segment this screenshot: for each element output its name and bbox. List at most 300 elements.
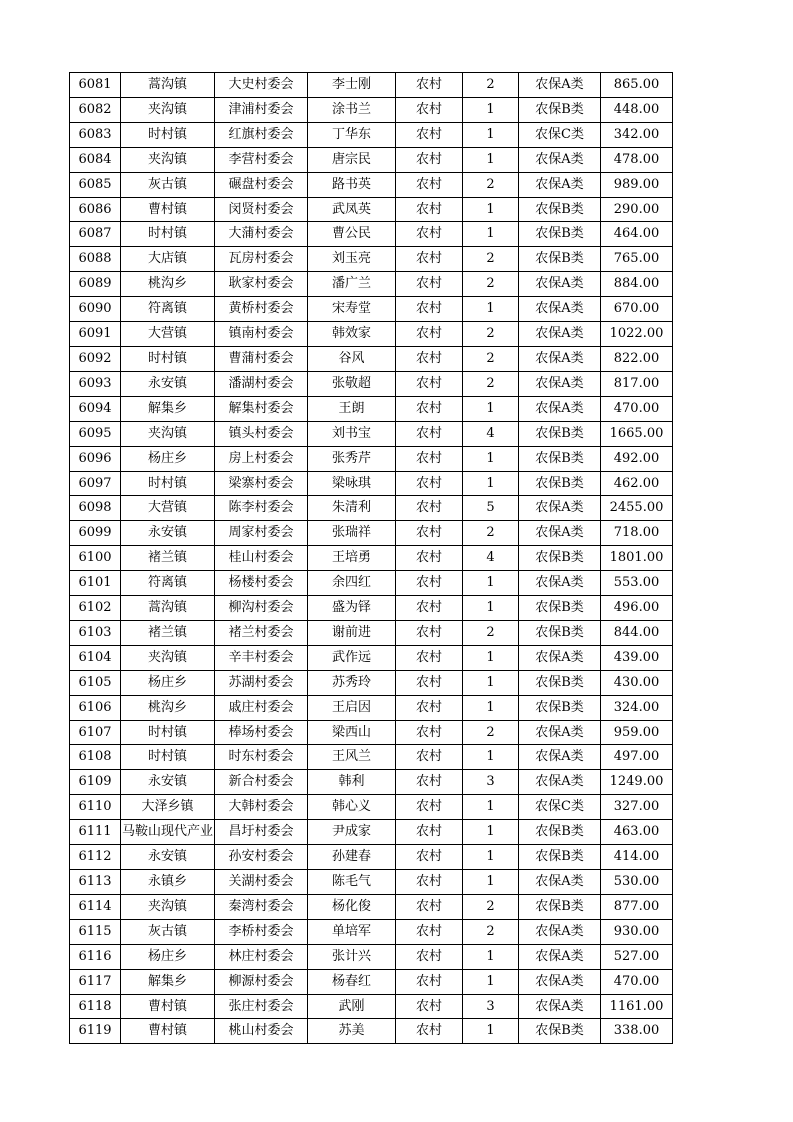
row-number-cell: 6108 [70, 745, 121, 770]
insurance-category-cell: 农保B类 [519, 620, 601, 645]
amount-cell: 464.00 [601, 222, 673, 247]
table-row [70, 870, 673, 895]
table-row [70, 521, 673, 546]
insurance-category-cell: 农保B类 [519, 197, 601, 222]
row-number-cell: 6109 [70, 770, 121, 795]
township-cell: 蒿沟镇 [121, 596, 215, 621]
row-number-cell: 6113 [70, 870, 121, 895]
area-type-cell: 农村 [396, 695, 463, 720]
table-row [70, 247, 673, 272]
row-number-cell: 6091 [70, 322, 121, 347]
village-committee-cell: 梁寨村委会 [215, 471, 308, 496]
household-size-cell: 1 [463, 222, 519, 247]
amount-cell: 765.00 [601, 247, 673, 272]
amount-cell: 877.00 [601, 894, 673, 919]
table-row [70, 346, 673, 371]
township-cell: 时村镇 [121, 346, 215, 371]
area-type-cell: 农村 [396, 870, 463, 895]
table-row [70, 371, 673, 396]
amount-cell: 1022.00 [601, 322, 673, 347]
amount-cell: 430.00 [601, 670, 673, 695]
amount-cell: 1665.00 [601, 421, 673, 446]
amount-cell: 530.00 [601, 870, 673, 895]
person-name-cell: 杨化俊 [308, 894, 396, 919]
amount-cell: 670.00 [601, 297, 673, 322]
person-name-cell: 王风兰 [308, 745, 396, 770]
amount-cell: 817.00 [601, 371, 673, 396]
area-type-cell: 农村 [396, 496, 463, 521]
table-row [70, 446, 673, 471]
insurance-category-cell: 农保B类 [519, 222, 601, 247]
person-name-cell: 谷风 [308, 346, 396, 371]
person-name-cell: 丁华东 [308, 122, 396, 147]
village-committee-cell: 大史村委会 [215, 73, 308, 98]
household-size-cell: 1 [463, 944, 519, 969]
township-cell: 夹沟镇 [121, 147, 215, 172]
household-size-cell: 1 [463, 670, 519, 695]
person-name-cell: 刘书宝 [308, 421, 396, 446]
area-type-cell: 农村 [396, 322, 463, 347]
area-type-cell: 农村 [396, 147, 463, 172]
person-name-cell: 潘广兰 [308, 272, 396, 297]
township-cell: 符离镇 [121, 297, 215, 322]
amount-cell: 1801.00 [601, 546, 673, 571]
township-cell: 曹村镇 [121, 197, 215, 222]
insurance-category-cell: 农保B类 [519, 471, 601, 496]
township-cell: 曹村镇 [121, 994, 215, 1019]
row-number-cell: 6086 [70, 197, 121, 222]
person-name-cell: 盛为铎 [308, 596, 396, 621]
insurance-category-cell: 农保A类 [519, 770, 601, 795]
insurance-category-cell: 农保B类 [519, 894, 601, 919]
table-row [70, 147, 673, 172]
amount-cell: 462.00 [601, 471, 673, 496]
area-type-cell: 农村 [396, 272, 463, 297]
amount-cell: 496.00 [601, 596, 673, 621]
roster-table [69, 72, 673, 1044]
amount-cell: 324.00 [601, 695, 673, 720]
village-committee-cell: 柳沟村委会 [215, 596, 308, 621]
village-committee-cell: 新合村委会 [215, 770, 308, 795]
person-name-cell: 杨春红 [308, 969, 396, 994]
village-committee-cell: 黄桥村委会 [215, 297, 308, 322]
insurance-category-cell: 农保A类 [519, 297, 601, 322]
person-name-cell: 武凤英 [308, 197, 396, 222]
person-name-cell: 苏美 [308, 1019, 396, 1044]
row-number-cell: 6106 [70, 695, 121, 720]
row-number-cell: 6083 [70, 122, 121, 147]
amount-cell: 470.00 [601, 969, 673, 994]
person-name-cell: 张计兴 [308, 944, 396, 969]
insurance-category-cell: 农保A类 [519, 745, 601, 770]
village-committee-cell: 房上村委会 [215, 446, 308, 471]
household-size-cell: 1 [463, 745, 519, 770]
township-cell: 永安镇 [121, 521, 215, 546]
township-cell: 曹村镇 [121, 1019, 215, 1044]
township-cell: 蒿沟镇 [121, 73, 215, 98]
insurance-category-cell: 农保B类 [519, 247, 601, 272]
household-size-cell: 4 [463, 421, 519, 446]
row-number-cell: 6119 [70, 1019, 121, 1044]
row-number-cell: 6103 [70, 620, 121, 645]
amount-cell: 718.00 [601, 521, 673, 546]
insurance-category-cell: 农保A类 [519, 496, 601, 521]
household-size-cell: 1 [463, 1019, 519, 1044]
village-committee-cell: 戚庄村委会 [215, 695, 308, 720]
table-row [70, 471, 673, 496]
amount-cell: 290.00 [601, 197, 673, 222]
township-cell: 夹沟镇 [121, 894, 215, 919]
village-committee-cell: 杨楼村委会 [215, 571, 308, 596]
table-row [70, 322, 673, 347]
village-committee-cell: 李桥村委会 [215, 919, 308, 944]
area-type-cell: 农村 [396, 1019, 463, 1044]
household-size-cell: 1 [463, 97, 519, 122]
household-size-cell: 2 [463, 919, 519, 944]
row-number-cell: 6085 [70, 172, 121, 197]
insurance-category-cell: 农保A类 [519, 994, 601, 1019]
village-committee-cell: 柳源村委会 [215, 969, 308, 994]
person-name-cell: 朱清利 [308, 496, 396, 521]
person-name-cell: 曹公民 [308, 222, 396, 247]
household-size-cell: 1 [463, 845, 519, 870]
insurance-category-cell: 农保B类 [519, 845, 601, 870]
household-size-cell: 5 [463, 496, 519, 521]
area-type-cell: 农村 [396, 371, 463, 396]
person-name-cell: 张秀芹 [308, 446, 396, 471]
amount-cell: 327.00 [601, 795, 673, 820]
insurance-category-cell: 农保B类 [519, 695, 601, 720]
insurance-category-cell: 农保A类 [519, 147, 601, 172]
area-type-cell: 农村 [396, 720, 463, 745]
row-number-cell: 6087 [70, 222, 121, 247]
person-name-cell: 王启因 [308, 695, 396, 720]
person-name-cell: 余四红 [308, 571, 396, 596]
table-row [70, 994, 673, 1019]
person-name-cell: 韩心义 [308, 795, 396, 820]
village-committee-cell: 瓦房村委会 [215, 247, 308, 272]
township-cell: 时村镇 [121, 471, 215, 496]
table-row [70, 1019, 673, 1044]
insurance-category-cell: 农保A类 [519, 73, 601, 98]
row-number-cell: 6104 [70, 645, 121, 670]
person-name-cell: 路书英 [308, 172, 396, 197]
village-committee-cell: 闵贤村委会 [215, 197, 308, 222]
row-number-cell: 6101 [70, 571, 121, 596]
amount-cell: 844.00 [601, 620, 673, 645]
township-cell: 时村镇 [121, 122, 215, 147]
household-size-cell: 2 [463, 272, 519, 297]
household-size-cell: 3 [463, 770, 519, 795]
household-size-cell: 1 [463, 446, 519, 471]
insurance-category-cell: 农保A类 [519, 396, 601, 421]
amount-cell: 527.00 [601, 944, 673, 969]
village-committee-cell: 桃山村委会 [215, 1019, 308, 1044]
area-type-cell: 农村 [396, 122, 463, 147]
village-committee-cell: 林庄村委会 [215, 944, 308, 969]
household-size-cell: 1 [463, 795, 519, 820]
person-name-cell: 韩利 [308, 770, 396, 795]
table-row [70, 745, 673, 770]
area-type-cell: 农村 [396, 820, 463, 845]
person-name-cell: 唐宗民 [308, 147, 396, 172]
village-committee-cell: 昌圩村委会 [215, 820, 308, 845]
row-number-cell: 6114 [70, 894, 121, 919]
village-committee-cell: 大蒲村委会 [215, 222, 308, 247]
insurance-category-cell: 农保B类 [519, 97, 601, 122]
table-row [70, 546, 673, 571]
township-cell: 时村镇 [121, 745, 215, 770]
insurance-category-cell: 农保B类 [519, 596, 601, 621]
township-cell: 永安镇 [121, 845, 215, 870]
row-number-cell: 6081 [70, 73, 121, 98]
insurance-category-cell: 农保B类 [519, 1019, 601, 1044]
village-committee-cell: 周家村委会 [215, 521, 308, 546]
person-name-cell: 谢前进 [308, 620, 396, 645]
amount-cell: 865.00 [601, 73, 673, 98]
row-number-cell: 6112 [70, 845, 121, 870]
amount-cell: 1161.00 [601, 994, 673, 1019]
area-type-cell: 农村 [396, 944, 463, 969]
table-row [70, 969, 673, 994]
township-cell: 杨庄乡 [121, 944, 215, 969]
table-row [70, 97, 673, 122]
area-type-cell: 农村 [396, 446, 463, 471]
insurance-category-cell: 农保A类 [519, 645, 601, 670]
person-name-cell: 王培勇 [308, 546, 396, 571]
table-row [70, 596, 673, 621]
village-committee-cell: 苏湖村委会 [215, 670, 308, 695]
village-committee-cell: 时东村委会 [215, 745, 308, 770]
insurance-category-cell: 农保A类 [519, 172, 601, 197]
township-cell: 永安镇 [121, 770, 215, 795]
amount-cell: 439.00 [601, 645, 673, 670]
row-number-cell: 6089 [70, 272, 121, 297]
household-size-cell: 2 [463, 346, 519, 371]
township-cell: 大泽乡镇 [121, 795, 215, 820]
village-committee-cell: 孙安村委会 [215, 845, 308, 870]
household-size-cell: 2 [463, 371, 519, 396]
village-committee-cell: 津浦村委会 [215, 97, 308, 122]
household-size-cell: 1 [463, 122, 519, 147]
area-type-cell: 农村 [396, 795, 463, 820]
area-type-cell: 农村 [396, 645, 463, 670]
township-cell: 马鞍山现代产业 [121, 820, 215, 845]
table-row [70, 571, 673, 596]
table-row [70, 197, 673, 222]
person-name-cell: 武作远 [308, 645, 396, 670]
table-row [70, 122, 673, 147]
township-cell: 桃沟乡 [121, 272, 215, 297]
person-name-cell: 孙建春 [308, 845, 396, 870]
insurance-category-cell: 农保B类 [519, 446, 601, 471]
village-committee-cell: 辛丰村委会 [215, 645, 308, 670]
township-cell: 褚兰镇 [121, 546, 215, 571]
table-row [70, 620, 673, 645]
township-cell: 褚兰镇 [121, 620, 215, 645]
household-size-cell: 2 [463, 172, 519, 197]
household-size-cell: 2 [463, 247, 519, 272]
insurance-category-cell: 农保A类 [519, 571, 601, 596]
insurance-category-cell: 农保A类 [519, 919, 601, 944]
table-row [70, 222, 673, 247]
table-row [70, 645, 673, 670]
area-type-cell: 农村 [396, 471, 463, 496]
household-size-cell: 1 [463, 471, 519, 496]
household-size-cell: 1 [463, 645, 519, 670]
row-number-cell: 6110 [70, 795, 121, 820]
person-name-cell: 单培军 [308, 919, 396, 944]
area-type-cell: 农村 [396, 596, 463, 621]
township-cell: 大营镇 [121, 322, 215, 347]
area-type-cell: 农村 [396, 670, 463, 695]
table-row [70, 670, 673, 695]
insurance-category-cell: 农保C类 [519, 795, 601, 820]
household-size-cell: 1 [463, 297, 519, 322]
table-row [70, 272, 673, 297]
township-cell: 解集乡 [121, 396, 215, 421]
insurance-category-cell: 农保B类 [519, 421, 601, 446]
village-committee-cell: 解集村委会 [215, 396, 308, 421]
household-size-cell: 1 [463, 820, 519, 845]
household-size-cell: 2 [463, 620, 519, 645]
household-size-cell: 2 [463, 720, 519, 745]
household-size-cell: 2 [463, 894, 519, 919]
person-name-cell: 李士刚 [308, 73, 396, 98]
township-cell: 灰古镇 [121, 919, 215, 944]
roster-body [70, 73, 673, 1044]
person-name-cell: 武刚 [308, 994, 396, 1019]
village-committee-cell: 关湖村委会 [215, 870, 308, 895]
insurance-category-cell: 农保A类 [519, 371, 601, 396]
table-row [70, 396, 673, 421]
township-cell: 时村镇 [121, 222, 215, 247]
village-committee-cell: 张庄村委会 [215, 994, 308, 1019]
area-type-cell: 农村 [396, 994, 463, 1019]
township-cell: 灰古镇 [121, 172, 215, 197]
row-number-cell: 6116 [70, 944, 121, 969]
village-committee-cell: 秦湾村委会 [215, 894, 308, 919]
area-type-cell: 农村 [396, 97, 463, 122]
household-size-cell: 2 [463, 322, 519, 347]
person-name-cell: 涂书兰 [308, 97, 396, 122]
amount-cell: 470.00 [601, 396, 673, 421]
row-number-cell: 6118 [70, 994, 121, 1019]
person-name-cell: 陈毛气 [308, 870, 396, 895]
table-row [70, 770, 673, 795]
township-cell: 解集乡 [121, 969, 215, 994]
township-cell: 大营镇 [121, 496, 215, 521]
village-committee-cell: 碾盘村委会 [215, 172, 308, 197]
insurance-category-cell: 农保A类 [519, 322, 601, 347]
row-number-cell: 6084 [70, 147, 121, 172]
person-name-cell: 苏秀玲 [308, 670, 396, 695]
table-row [70, 894, 673, 919]
table-row [70, 944, 673, 969]
village-committee-cell: 耿家村委会 [215, 272, 308, 297]
area-type-cell: 农村 [396, 919, 463, 944]
row-number-cell: 6082 [70, 97, 121, 122]
table-row [70, 172, 673, 197]
row-number-cell: 6105 [70, 670, 121, 695]
table-row [70, 297, 673, 322]
area-type-cell: 农村 [396, 346, 463, 371]
row-number-cell: 6102 [70, 596, 121, 621]
row-number-cell: 6096 [70, 446, 121, 471]
village-committee-cell: 曹蒲村委会 [215, 346, 308, 371]
area-type-cell: 农村 [396, 396, 463, 421]
household-size-cell: 1 [463, 870, 519, 895]
area-type-cell: 农村 [396, 770, 463, 795]
row-number-cell: 6095 [70, 421, 121, 446]
row-number-cell: 6099 [70, 521, 121, 546]
row-number-cell: 6093 [70, 371, 121, 396]
person-name-cell: 尹成家 [308, 820, 396, 845]
insurance-category-cell: 农保A类 [519, 720, 601, 745]
village-committee-cell: 镇南村委会 [215, 322, 308, 347]
person-name-cell: 王朗 [308, 396, 396, 421]
household-size-cell: 1 [463, 147, 519, 172]
row-number-cell: 6117 [70, 969, 121, 994]
area-type-cell: 农村 [396, 894, 463, 919]
insurance-category-cell: 农保C类 [519, 122, 601, 147]
township-cell: 时村镇 [121, 720, 215, 745]
amount-cell: 414.00 [601, 845, 673, 870]
row-number-cell: 6088 [70, 247, 121, 272]
amount-cell: 2455.00 [601, 496, 673, 521]
insurance-category-cell: 农保A类 [519, 969, 601, 994]
household-size-cell: 4 [463, 546, 519, 571]
township-cell: 符离镇 [121, 571, 215, 596]
table-row [70, 73, 673, 98]
village-committee-cell: 桂山村委会 [215, 546, 308, 571]
amount-cell: 553.00 [601, 571, 673, 596]
household-size-cell: 3 [463, 994, 519, 1019]
village-committee-cell: 褚兰村委会 [215, 620, 308, 645]
township-cell: 杨庄乡 [121, 446, 215, 471]
village-committee-cell: 棒场村委会 [215, 720, 308, 745]
area-type-cell: 农村 [396, 546, 463, 571]
township-cell: 永安镇 [121, 371, 215, 396]
area-type-cell: 农村 [396, 297, 463, 322]
person-name-cell: 韩效家 [308, 322, 396, 347]
row-number-cell: 6097 [70, 471, 121, 496]
area-type-cell: 农村 [396, 745, 463, 770]
insurance-category-cell: 农保A类 [519, 521, 601, 546]
table-row [70, 820, 673, 845]
household-size-cell: 2 [463, 73, 519, 98]
area-type-cell: 农村 [396, 969, 463, 994]
township-cell: 大店镇 [121, 247, 215, 272]
area-type-cell: 农村 [396, 247, 463, 272]
row-number-cell: 6115 [70, 919, 121, 944]
area-type-cell: 农村 [396, 421, 463, 446]
area-type-cell: 农村 [396, 571, 463, 596]
insurance-category-cell: 农保A类 [519, 870, 601, 895]
table-row [70, 720, 673, 745]
area-type-cell: 农村 [396, 521, 463, 546]
area-type-cell: 农村 [396, 222, 463, 247]
amount-cell: 448.00 [601, 97, 673, 122]
household-size-cell: 1 [463, 969, 519, 994]
township-cell: 永镇乡 [121, 870, 215, 895]
person-name-cell: 宋寿堂 [308, 297, 396, 322]
village-committee-cell: 李营村委会 [215, 147, 308, 172]
person-name-cell: 梁西山 [308, 720, 396, 745]
person-name-cell: 张瑞祥 [308, 521, 396, 546]
row-number-cell: 6094 [70, 396, 121, 421]
amount-cell: 1249.00 [601, 770, 673, 795]
